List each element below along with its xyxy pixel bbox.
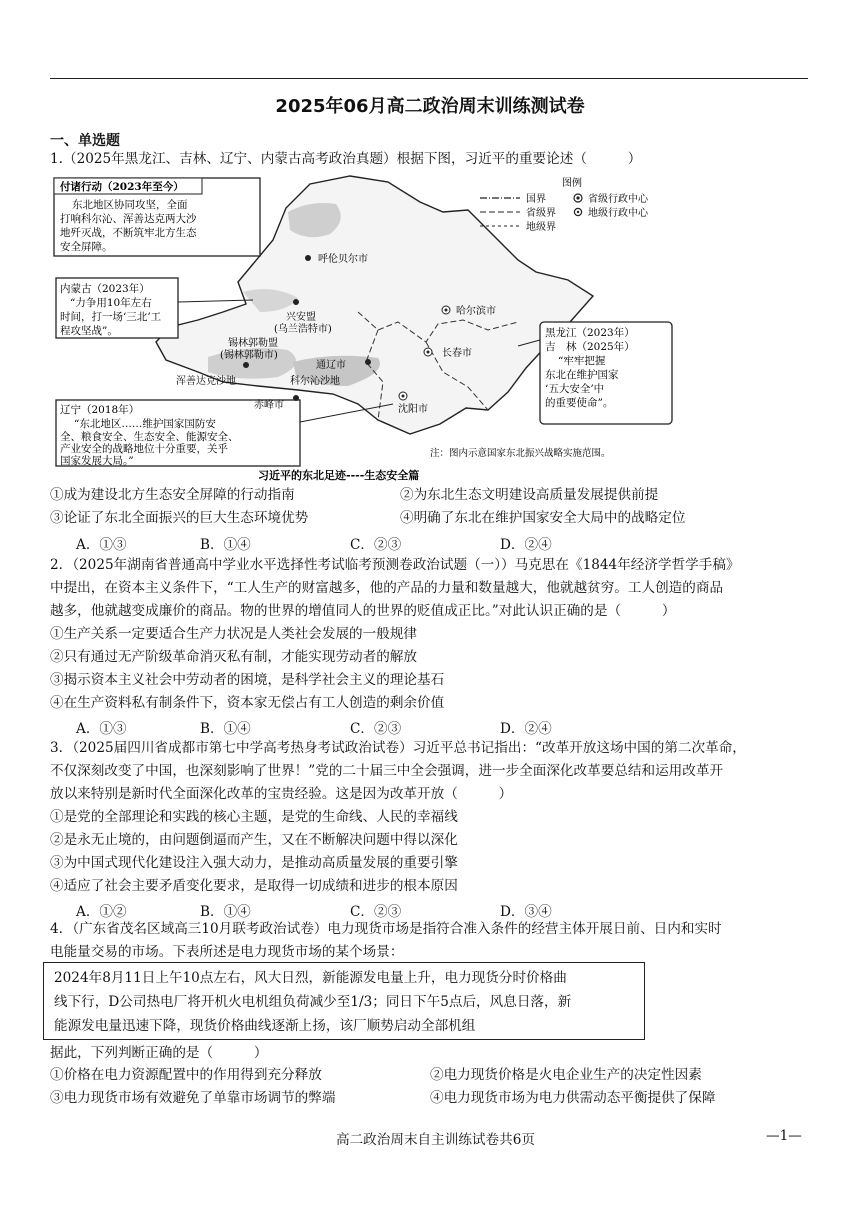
box-nm-line: “力争用10年左右 bbox=[70, 297, 152, 309]
q2-option-b[interactable]: B．①④ bbox=[200, 721, 251, 737]
map-note: 注：图内示意国家东北振兴战略实施范围。 bbox=[430, 448, 611, 459]
q3-option-b[interactable]: B．①④ bbox=[200, 904, 251, 920]
legend-item: 省级行政中心 bbox=[588, 194, 648, 205]
q2-item: ②只有通过无产阶级革命消灭私有制，才能实现劳动者的解放 bbox=[50, 649, 418, 665]
legend-item: 地级行政中心 bbox=[588, 208, 648, 219]
box-action-line: 打响科尔沁、浑善达克两大沙 bbox=[60, 213, 197, 225]
header-rule bbox=[50, 78, 808, 79]
footer-text: 高二政治周末自主训练试卷共6页 bbox=[336, 1132, 535, 1148]
place-label: (乌兰浩特市) bbox=[274, 324, 332, 335]
box-hlj-line: 吉 林（2025年） bbox=[545, 341, 635, 353]
q3-option-a[interactable]: A．①② bbox=[76, 904, 127, 920]
q4-stem-line: 电能量交易的市场。下表所述是电力现货市场的某个场景： bbox=[50, 944, 404, 960]
q2-item: ④在生产资料私有制条件下，资本家无偿占有工人创造的剩余价值 bbox=[50, 695, 445, 711]
q3-item: ④适应了社会主要矛盾变化要求，是取得一切成绩和进步的根本原因 bbox=[50, 878, 458, 894]
box-hlj-line: ‘五大安全’中 bbox=[545, 383, 605, 395]
q3-item: ①是党的全部理论和实践的核心主题，是党的生命线、人民的幸福线 bbox=[50, 809, 458, 825]
place-label: 锡林郭勒盟 bbox=[228, 338, 278, 349]
q1-stem: 1.（2025年黑龙江、吉林、辽宁、内蒙古高考政治真题）根据下图，习近平的重要论述（ ） bbox=[50, 151, 642, 167]
box-hlj-line: 东北在维护国家 bbox=[545, 369, 619, 381]
q2-option-c[interactable]: C．②③ bbox=[350, 721, 402, 737]
box-ln-line: 全、粮食安全、生态安全、能源安全、 bbox=[60, 431, 239, 443]
box-hlj-line: 黑龙江（2023年） bbox=[545, 327, 635, 339]
box-ln-line: 国家发展大局。” bbox=[60, 455, 134, 467]
q4-box-line: 线下行，D公司热电厂将开机火电机组负荷减少至1/3；同日下午5点后，风息日落，新 bbox=[54, 994, 572, 1010]
q4-box-line: 2024年8月11日上午10点左右，风大日烈，新能源发电量上升，电力现货分时价格曲 bbox=[54, 970, 567, 986]
q4-scenario-box bbox=[43, 962, 645, 1040]
legend-item: 省级界 bbox=[526, 208, 556, 219]
q1-item: ③论证了东北全面振兴的巨大生态环境优势 bbox=[50, 510, 309, 526]
q2-option-d[interactable]: D．②④ bbox=[500, 721, 552, 737]
legend-item: 国界 bbox=[526, 194, 546, 205]
city-marker-xilinhot bbox=[243, 362, 249, 368]
q1-option-c[interactable]: C．②③ bbox=[350, 537, 402, 553]
page-number: —1— bbox=[766, 1128, 802, 1144]
place-label: 兴安盟 bbox=[286, 312, 316, 323]
section-heading: 一、单选题 bbox=[50, 133, 120, 149]
q1-option-b[interactable]: B．①④ bbox=[200, 537, 251, 553]
place-label: 浑善达克沙地 bbox=[176, 376, 236, 387]
legend-item: 地级界 bbox=[526, 222, 556, 233]
box-ln-line: 产业安全的战略地位十分重要，关乎 bbox=[60, 443, 228, 455]
q3-stem-line: 3．（2025届四川省成都市第七中学高考热身考试政治试卷）习近平总书记指出：“改革开放这场中国的第二次革命， bbox=[50, 740, 746, 756]
place-label: 通辽市 bbox=[316, 360, 346, 371]
box-nm-title: 内蒙古（2023年） bbox=[60, 283, 150, 295]
q1-item: ②为东北生态文明建设高质量发展提供前提 bbox=[400, 487, 659, 503]
q1-item: ①成为建设北方生态安全屏障的行动指南 bbox=[50, 487, 295, 503]
place-label: 长春市 bbox=[442, 348, 472, 359]
q2-item: ③揭示资本主义社会中劳动者的困境，是科学社会主义的理论基石 bbox=[50, 672, 445, 688]
box-action-line: 安全屏障。 bbox=[60, 241, 113, 253]
place-label: (锡林郭勒市) bbox=[220, 350, 278, 361]
q2-option-a[interactable]: A．①③ bbox=[76, 721, 127, 737]
legend-title: 图例 bbox=[562, 178, 582, 189]
q3-item: ②是永无止境的，由问题倒逼而产生，又在不断解决问题中得以深化 bbox=[50, 832, 458, 848]
box-nm-line: 程攻坚战”。 bbox=[60, 325, 118, 337]
q3-item: ③为中国式现代化建设注入强大动力，是推动高质量发展的重要引擎 bbox=[50, 855, 458, 871]
q3-option-c[interactable]: C．②③ bbox=[350, 904, 402, 920]
box-ln-line: “东北地区……维护国家国防安 bbox=[74, 418, 216, 430]
place-label: 赤峰市 bbox=[254, 400, 284, 411]
q4-stem-line: 4．（广东省茂名区域高三10月联考政治试卷）电力现货市场是指符合准入条件的经营主体开展日前、日内和实时 bbox=[50, 921, 722, 937]
box-action-line: 地歼灭战，不断筑牢北方生态 bbox=[60, 227, 197, 239]
q1-item: ④明确了东北在维护国家安全大局中的战略定位 bbox=[400, 510, 686, 526]
q3-option-d[interactable]: D．③④ bbox=[500, 904, 552, 920]
q1-option-d[interactable]: D．②④ bbox=[500, 537, 552, 553]
box-nm-line: 时间，打一场‘三北’工 bbox=[60, 311, 162, 323]
q3-stem-line: 放以来特别是新时代全面深化改革的宝贵经验。这是因为改革开放（ ） bbox=[50, 786, 513, 802]
q2-stem-line: 2．（2025年湖南省普通高中学业水平选择性考试临考预测卷政治试题（一））马克思在《1844年经济学哲学手稿》 bbox=[50, 557, 740, 573]
q2-item: ①生产关系一定要适合生产力状况是人类社会发展的一般规律 bbox=[50, 626, 418, 642]
place-label: 哈尔滨市 bbox=[456, 306, 496, 317]
place-label: 沈阳市 bbox=[398, 404, 428, 415]
place-label: 呼伦贝尔市 bbox=[318, 254, 368, 265]
q4-item: ③电力现货市场有效避免了单靠市场调节的弊端 bbox=[50, 1090, 336, 1106]
box-hlj-line: 的重要使命”。 bbox=[545, 397, 614, 409]
city-marker-hulunbuir bbox=[305, 255, 311, 261]
city-marker-tongliao bbox=[365, 359, 371, 365]
map-caption: 习近平的东北足迹----生态安全篇 bbox=[258, 469, 420, 482]
box-action-line: 东北地区协同攻坚，全面 bbox=[72, 199, 188, 211]
q1-option-a[interactable]: A．①③ bbox=[76, 537, 127, 553]
northeast-map-figure bbox=[48, 172, 678, 484]
q3-stem-line: 不仅深刻改变了中国，也深刻影响了世界！”党的二十届三中全会强调，进一步全面深化改革要总结和运用改革开 bbox=[50, 763, 724, 779]
q2-stem-line: 越多，他就越变成廉价的商品。物的世界的增值同人的世界的贬值成正比。”对此认识正确的是（ ） bbox=[50, 603, 676, 619]
page-title: 2025年06月高二政治周末训练测试卷 bbox=[275, 96, 585, 117]
city-marker-xinganmeng bbox=[293, 299, 299, 305]
q4-item: ①价格在电力资源配置中的作用得到充分释放 bbox=[50, 1067, 322, 1083]
q4-box-line: 能源发电量迅速下降，现货价格曲线逐渐上扬，该厂顺势启动全部机组 bbox=[54, 1018, 476, 1034]
q2-stem-line: 中提出，在资本主义条件下，“工人生产的财富越多，他的产品的力量和数量越大，他就越贫穷。工人创造的商品 bbox=[50, 580, 724, 596]
city-marker-chifeng bbox=[293, 395, 299, 401]
q4-item: ②电力现货价格是火电企业生产的决定性因素 bbox=[430, 1067, 702, 1083]
box-hlj-line: “牢牢把握 bbox=[558, 355, 606, 367]
box-action-title: 付诸行动（2023年至今） bbox=[60, 181, 184, 193]
q4-after: 据此，下列判断正确的是（ ） bbox=[50, 1045, 268, 1061]
place-label: 科尔沁沙地 bbox=[290, 376, 340, 387]
box-ln-title: 辽宁（2018年） bbox=[60, 404, 140, 416]
q4-item: ④电力现货市场为电力供需动态平衡提供了保障 bbox=[430, 1090, 716, 1106]
